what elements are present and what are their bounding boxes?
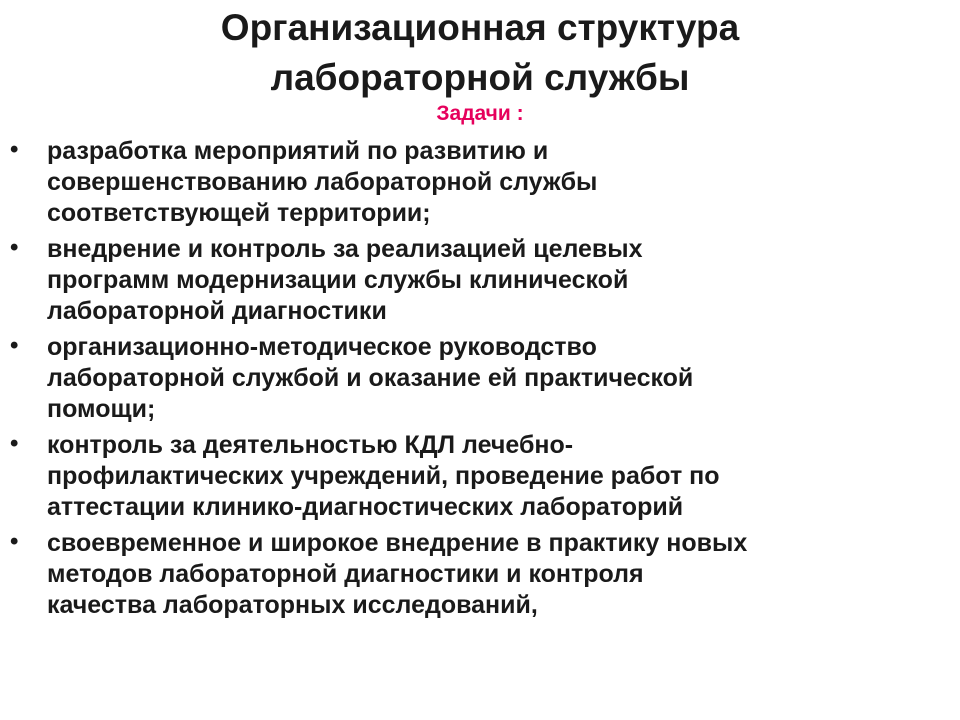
task-item-1 bbox=[0, 136, 960, 229]
task-item-1-line-1: разработка мероприятий по развитию и bbox=[47, 137, 549, 165]
bullet-icon: • bbox=[10, 136, 19, 163]
task-item-3-line-3: помощи; bbox=[47, 395, 156, 423]
task-item-2 bbox=[0, 234, 960, 327]
bullet-icon: • bbox=[10, 332, 19, 359]
task-item-3 bbox=[0, 332, 960, 425]
bullet-icon: • bbox=[10, 430, 19, 457]
task-item-2-line-1: внедрение и контроль за реализацией целевых bbox=[47, 235, 643, 263]
bullet-icon: • bbox=[10, 234, 19, 261]
task-item-3-line-1: организационно-методическое руководство bbox=[47, 333, 597, 361]
slide-title-line-2: лабораторной службы bbox=[270, 57, 690, 98]
task-item-5 bbox=[0, 528, 960, 621]
tasks-list bbox=[0, 136, 960, 626]
task-item-1-line-3: соответствующей территории; bbox=[47, 199, 431, 227]
bullet-icon: • bbox=[10, 528, 19, 555]
task-item-2-line-2: программ модернизации службы клинической bbox=[47, 266, 629, 294]
task-item-1-line-2: совершенствованию лабораторной службы bbox=[47, 168, 598, 196]
task-item-4-line-2: профилактических учреждений, проведение работ по bbox=[47, 462, 720, 490]
task-item-4 bbox=[0, 430, 960, 523]
task-item-2-line-3: лабораторной диагностики bbox=[47, 297, 387, 325]
task-item-5-line-3: качества лабораторных исследований, bbox=[47, 591, 538, 619]
slide-title-line-1: Организационная структура bbox=[220, 7, 740, 48]
task-item-5-line-1: своевременное и широкое внедрение в практику новых bbox=[47, 529, 748, 557]
tasks-heading: Задачи : bbox=[436, 102, 524, 125]
slide-title bbox=[0, 3, 960, 103]
task-item-3-line-2: лабораторной службой и оказание ей практической bbox=[47, 364, 694, 392]
task-item-5-line-2: методов лабораторной диагностики и контроля bbox=[47, 560, 644, 588]
task-item-4-line-1: контроль за деятельностью КДЛ лечебно- bbox=[47, 431, 574, 459]
task-item-4-line-3: аттестации клинико-диагностических лабораторий bbox=[47, 493, 684, 521]
